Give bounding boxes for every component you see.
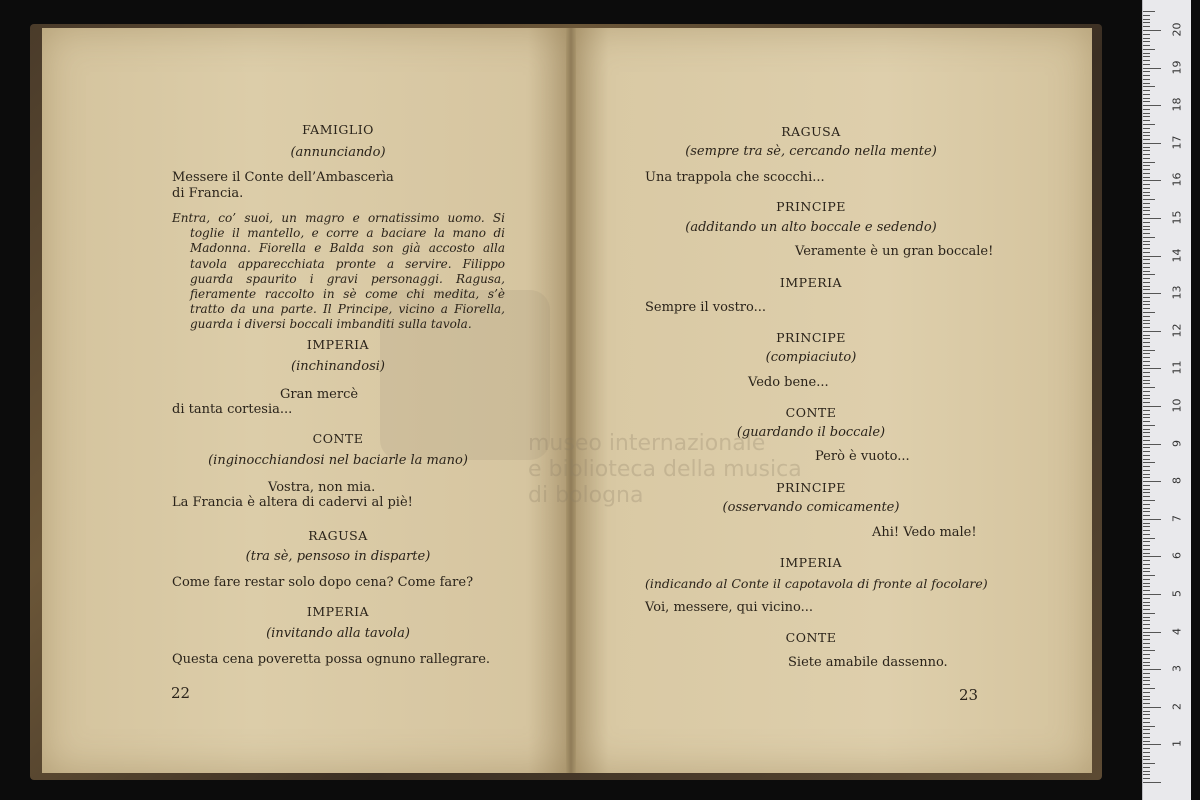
stage-direction [172,211,505,333]
direction-osservando: (osservando comicamente) [722,500,900,515]
ruler-tick [1143,714,1150,715]
speaker-conte-1: CONTE [312,431,364,446]
ruler-tick [1143,545,1150,546]
ruler-tick [1143,398,1150,399]
ruler-tick [1143,650,1155,651]
ruler-tick [1143,688,1155,689]
ruler-tick [1143,440,1150,441]
line-famiglio-1: Messere il Conte dell’Ambascerìa [172,170,394,185]
ruler-tick [1143,496,1150,497]
ruler-tick [1143,447,1150,448]
line-imperia-4: Voi, messere, qui vicino... [645,600,813,615]
ruler-tick [1143,711,1150,712]
ruler-tick [1143,579,1150,580]
ruler-tick [1143,237,1155,238]
ruler-label: 14 [1170,248,1184,263]
ruler-tick [1143,594,1161,595]
ruler-tick [1143,726,1155,727]
ruler-tick [1143,391,1150,392]
ruler-tick [1143,571,1150,572]
ruler-label: 11 [1170,360,1184,375]
ruler-tick [1143,553,1150,554]
ruler-tick [1143,177,1150,178]
ruler-tick [1143,338,1150,339]
ruler-tick [1143,308,1150,309]
ruler-tick [1143,372,1150,373]
ruler-tick [1143,11,1155,12]
ruler-tick [1143,86,1155,87]
ruler-tick [1143,304,1150,305]
ruler-tick [1143,462,1155,463]
ruler-tick [1143,320,1150,321]
ruler-tick [1143,203,1150,204]
speaker-ragusa-1: RAGUSA [308,528,368,543]
speaker-principe-3: PRINCIPE [776,480,846,495]
ruler-label: 12 [1170,323,1184,338]
ruler-tick [1143,774,1150,775]
ruler-tick [1143,38,1150,39]
speaker-conte-2: CONTE [785,405,837,420]
ruler-tick [1143,357,1150,358]
ruler-tick [1143,83,1150,84]
ruler-label: 8 [1170,477,1184,485]
ruler-tick [1143,387,1155,388]
ruler-tick [1143,64,1150,65]
line-conte-3: Siete amabile dassenno. [788,655,948,670]
ruler-tick [1143,350,1155,351]
direction-guardando: (guardando il boccale) [736,425,886,440]
ruler-tick [1143,195,1150,196]
ruler-tick [1143,233,1150,234]
ruler-label: 13 [1170,285,1184,300]
ruler-tick [1143,53,1150,54]
ruler-tick [1143,34,1150,35]
ruler-tick [1143,436,1150,437]
direction-annunciando: (annunciando) [290,145,386,160]
page-number-right: 23 [959,686,979,704]
ruler-tick [1143,481,1161,482]
ruler-tick [1143,752,1150,753]
ruler-tick [1143,534,1150,535]
ruler-tick [1143,158,1150,159]
ruler-tick [1143,771,1150,772]
direction-sempre-tra-se: (sempre tra sè, cercando nella mente) [685,144,937,159]
ruler-tick [1143,609,1150,610]
ruler-tick [1143,425,1155,426]
ruler-tick [1143,135,1150,136]
ruler-tick [1143,286,1150,287]
ruler-tick [1143,71,1150,72]
ruler-tick [1143,226,1150,227]
ruler-tick [1143,116,1150,117]
ruler-tick [1143,365,1150,366]
ruler-tick [1143,564,1150,565]
ruler-tick [1143,124,1155,125]
ruler-tick [1143,101,1150,102]
speaker-ragusa-2: RAGUSA [781,124,841,139]
line-principe-1: Veramente è un gran boccale! [795,244,994,259]
ruler-tick [1143,79,1150,80]
ruler-tick [1143,376,1150,377]
ruler-label: 17 [1170,135,1184,150]
line-principe-2: Vedo bene... [748,375,829,390]
line-imperia-1b: di tanta cortesia... [172,402,293,417]
ruler-tick [1143,635,1150,636]
direction-invitando: (invitando alla tavola) [266,626,410,641]
ruler-tick [1143,282,1150,283]
ruler-tick [1143,613,1155,614]
ruler-tick [1143,105,1161,106]
ruler-tick [1143,192,1150,193]
ruler-tick [1143,744,1161,745]
ruler-tick [1143,222,1150,223]
ruler-tick [1143,19,1150,20]
ruler-tick [1143,94,1150,95]
stage-direction-text: Entra, co’ suoi, un magro e ornatissimo uomo. Si toglie il mantello, e corre a baciare la mano di Madonna. Fiorella e Balda son già accosto alla tavola apparecchiata pronte a servire. Filippo guarda spaurito i gravi personaggi. Ragusa, fieramente raccolto in sè come chi medita, s’è tratto da una parte. Il Principe, vicino a Fiorella, guarda i diversi boccali imbanditi sulla tavola. [172,211,505,332]
ruler-tick [1143,508,1150,509]
line-conte-1b: La Francia è altera di cadervi al piè! [172,495,413,510]
ruler-tick [1143,417,1150,418]
ruler-tick [1143,49,1155,50]
ruler-tick [1143,368,1161,369]
ruler-tick [1143,684,1150,685]
ruler-tick [1143,523,1150,524]
speaker-imperia-3: IMPERIA [779,275,843,290]
ruler-tick [1143,575,1155,576]
ruler-tick [1143,301,1150,302]
ruler-tick [1143,147,1150,148]
ruler-tick [1143,323,1150,324]
speaker-imperia-2: IMPERIA [306,604,370,619]
ruler-label: 9 [1170,439,1184,447]
ruler-label: 19 [1170,60,1184,75]
ruler-tick [1143,549,1150,550]
ruler-tick [1143,748,1150,749]
ruler-tick [1143,451,1150,452]
direction-inchinandosi: (inchinandosi) [291,359,385,374]
ruler-tick [1143,492,1150,493]
ruler-tick [1143,500,1155,501]
ruler-tick [1143,669,1161,670]
ruler-tick [1143,263,1150,264]
ruler-tick [1143,278,1150,279]
ruler-tick [1143,297,1150,298]
ruler-tick [1143,188,1150,189]
ruler-tick [1143,154,1150,155]
ruler-tick [1143,703,1150,704]
ruler-tick [1143,696,1150,697]
ruler-tick [1143,722,1150,723]
ruler-tick [1143,632,1161,633]
direction-indicando: (indicando al Conte il capotavola di fronte al focolare) [645,576,988,591]
watermark-line-3: di bologna [528,483,644,508]
ruler-tick [1143,590,1150,591]
ruler-tick [1143,241,1150,242]
watermark-line-2: e biblioteca della musica [528,457,802,482]
ruler-tick [1143,470,1150,471]
ruler-tick [1143,30,1161,31]
ruler-tick [1143,729,1150,730]
ruler-tick [1143,658,1150,659]
line-imperia-3: Sempre il vostro... [645,300,767,315]
ruler-tick [1143,335,1150,336]
ruler-tick [1143,98,1150,99]
ruler-label: 7 [1170,514,1184,522]
ruler-tick [1143,128,1150,129]
ruler-tick [1143,109,1150,110]
ruler-tick [1143,259,1150,260]
ruler-tick [1143,586,1150,587]
ruler-label: 18 [1170,97,1184,112]
ruler-tick [1143,293,1161,294]
ruler-tick [1143,402,1150,403]
ruler-tick [1143,248,1150,249]
ruler-tick [1143,541,1150,542]
ruler-tick [1143,624,1150,625]
ruler-tick [1143,560,1150,561]
ruler-tick [1143,737,1150,738]
ruler-tick [1143,56,1150,57]
ruler-tick [1143,150,1150,151]
ruler-tick [1143,444,1161,445]
ruler-tick [1143,718,1150,719]
ruler-tick [1143,316,1150,317]
ruler-tick [1143,210,1150,211]
ruler-tick [1143,271,1150,272]
ruler-label: 20 [1170,22,1184,37]
ruler-tick [1143,169,1150,170]
ruler-tick [1143,312,1155,313]
speaker-famiglio: FAMIGLIO [302,122,374,137]
ruler-tick [1143,22,1150,23]
ruler-label: 10 [1170,398,1184,413]
ruler-tick [1143,583,1150,584]
ruler-tick [1143,605,1150,606]
ruler-tick [1143,60,1150,61]
ruler-tick [1143,699,1150,700]
ruler-tick [1143,432,1150,433]
ruler-tick [1143,383,1150,384]
direction-tra-se: (tra sè, pensoso in disparte) [245,549,431,564]
ruler-tick [1143,692,1150,693]
ruler-tick [1143,68,1161,69]
ruler-label: 2 [1170,702,1184,710]
ruler-tick [1143,274,1155,275]
line-imperia-2: Questa cena poveretta possa ognuno rallegrare. [172,652,491,667]
ruler-label: 3 [1170,665,1184,673]
ruler-tick [1143,639,1150,640]
ruler-tick [1143,229,1150,230]
ruler-tick [1143,530,1150,531]
line-principe-3: Ahi! Vedo male! [872,525,977,540]
ruler-tick [1143,767,1150,768]
ruler-tick [1143,139,1150,140]
ruler-tick [1143,267,1150,268]
speaker-principe-1: PRINCIPE [776,199,846,214]
ruler-tick [1143,252,1150,253]
ruler-tick [1143,620,1150,621]
ruler-tick [1143,132,1150,133]
ruler-tick [1143,218,1161,219]
ruler-tick [1143,113,1150,114]
speaker-conte-3: CONTE [785,630,837,645]
ruler-tick [1143,677,1150,678]
ruler-label: 4 [1170,627,1184,635]
ruler-tick [1143,474,1150,475]
ruler-tick [1143,256,1161,257]
ruler-tick [1143,45,1150,46]
ruler-tick [1143,628,1150,629]
ruler-label: 6 [1170,552,1184,560]
measuring-ruler [1142,0,1191,800]
ruler-tick [1143,485,1150,486]
watermark-line-1: museo internazionale [528,431,766,456]
direction-inginocchiandosi: (inginocchiandosi nel baciarle la mano) [208,453,468,468]
ruler-tick [1143,327,1150,328]
ruler-tick [1143,538,1155,539]
direction-additando: (additando un alto boccale e sedendo) [685,220,937,235]
ruler-tick [1143,26,1150,27]
ruler-tick [1143,184,1150,185]
ruler-tick [1143,477,1150,478]
ruler-tick [1143,759,1150,760]
ruler-tick [1143,598,1150,599]
ruler-tick [1143,421,1150,422]
ruler-label: 15 [1170,210,1184,225]
ruler-label: 16 [1170,172,1184,187]
ruler-tick [1143,680,1150,681]
ruler-tick [1143,489,1150,490]
ruler-tick [1143,120,1150,121]
ruler-tick [1143,429,1150,430]
ruler-tick [1143,207,1150,208]
ruler-tick [1143,165,1150,166]
ruler-tick [1143,459,1150,460]
ruler-label: 1 [1170,740,1184,748]
ruler-tick [1143,643,1150,644]
line-ragusa-2: Una trappola che scocchi... [645,170,825,185]
ruler-tick [1143,395,1150,396]
ruler-tick [1143,511,1150,512]
ruler-tick [1143,504,1150,505]
ruler-tick [1143,782,1161,783]
ruler-tick [1143,662,1150,663]
line-imperia-1a: Gran mercè [280,387,359,402]
ruler-tick [1143,143,1161,144]
ruler-tick [1143,673,1150,674]
ruler-tick [1143,41,1150,42]
ruler-tick [1143,90,1150,91]
ruler-tick [1143,568,1150,569]
page-number-left: 22 [171,684,191,702]
ruler-tick [1143,519,1161,520]
ruler-tick [1143,707,1161,708]
ruler-tick [1143,15,1150,16]
line-conte-2: Però è vuoto... [815,449,910,464]
ruler-tick [1143,162,1155,163]
ruler-tick [1143,353,1150,354]
ruler-tick [1143,665,1150,666]
ruler-tick [1143,342,1150,343]
ruler-tick [1143,756,1150,757]
ruler-tick [1143,244,1150,245]
ruler-tick [1143,733,1150,734]
ruler-tick [1143,647,1150,648]
ruler-tick [1143,361,1150,362]
ruler-tick [1143,556,1161,557]
line-ragusa-1: Come fare restar solo dopo cena? Come fare? [172,575,474,590]
line-famiglio-2: di Francia. [172,186,244,201]
ruler-tick [1143,380,1150,381]
ruler-tick [1143,617,1150,618]
ruler-tick [1143,199,1155,200]
ruler-tick [1143,526,1150,527]
ruler-tick [1143,214,1150,215]
ruler-label: 5 [1170,590,1184,597]
ruler-tick [1143,406,1161,407]
ruler-tick [1143,515,1150,516]
speaker-principe-2: PRINCIPE [776,330,846,345]
ruler-tick [1143,741,1150,742]
ruler-tick [1143,331,1161,332]
ruler-tick [1143,414,1150,415]
speaker-imperia-4: IMPERIA [779,555,843,570]
book-gutter [566,28,576,773]
ruler-tick [1143,466,1150,467]
ruler-tick [1143,289,1150,290]
ruler-tick [1143,173,1150,174]
line-conte-1a: Vostra, non mia. [268,480,376,495]
ruler-tick [1143,654,1150,655]
ruler-tick [1143,455,1150,456]
ruler-tick [1143,346,1150,347]
speaker-imperia-1: IMPERIA [306,337,370,352]
ruler-tick [1143,778,1150,779]
direction-compiaciuto: (compiaciuto) [765,350,857,365]
ruler-tick [1143,180,1161,181]
ruler-tick [1143,410,1150,411]
ruler-tick [1143,602,1150,603]
ruler-tick [1143,763,1155,764]
ruler-tick [1143,75,1150,76]
